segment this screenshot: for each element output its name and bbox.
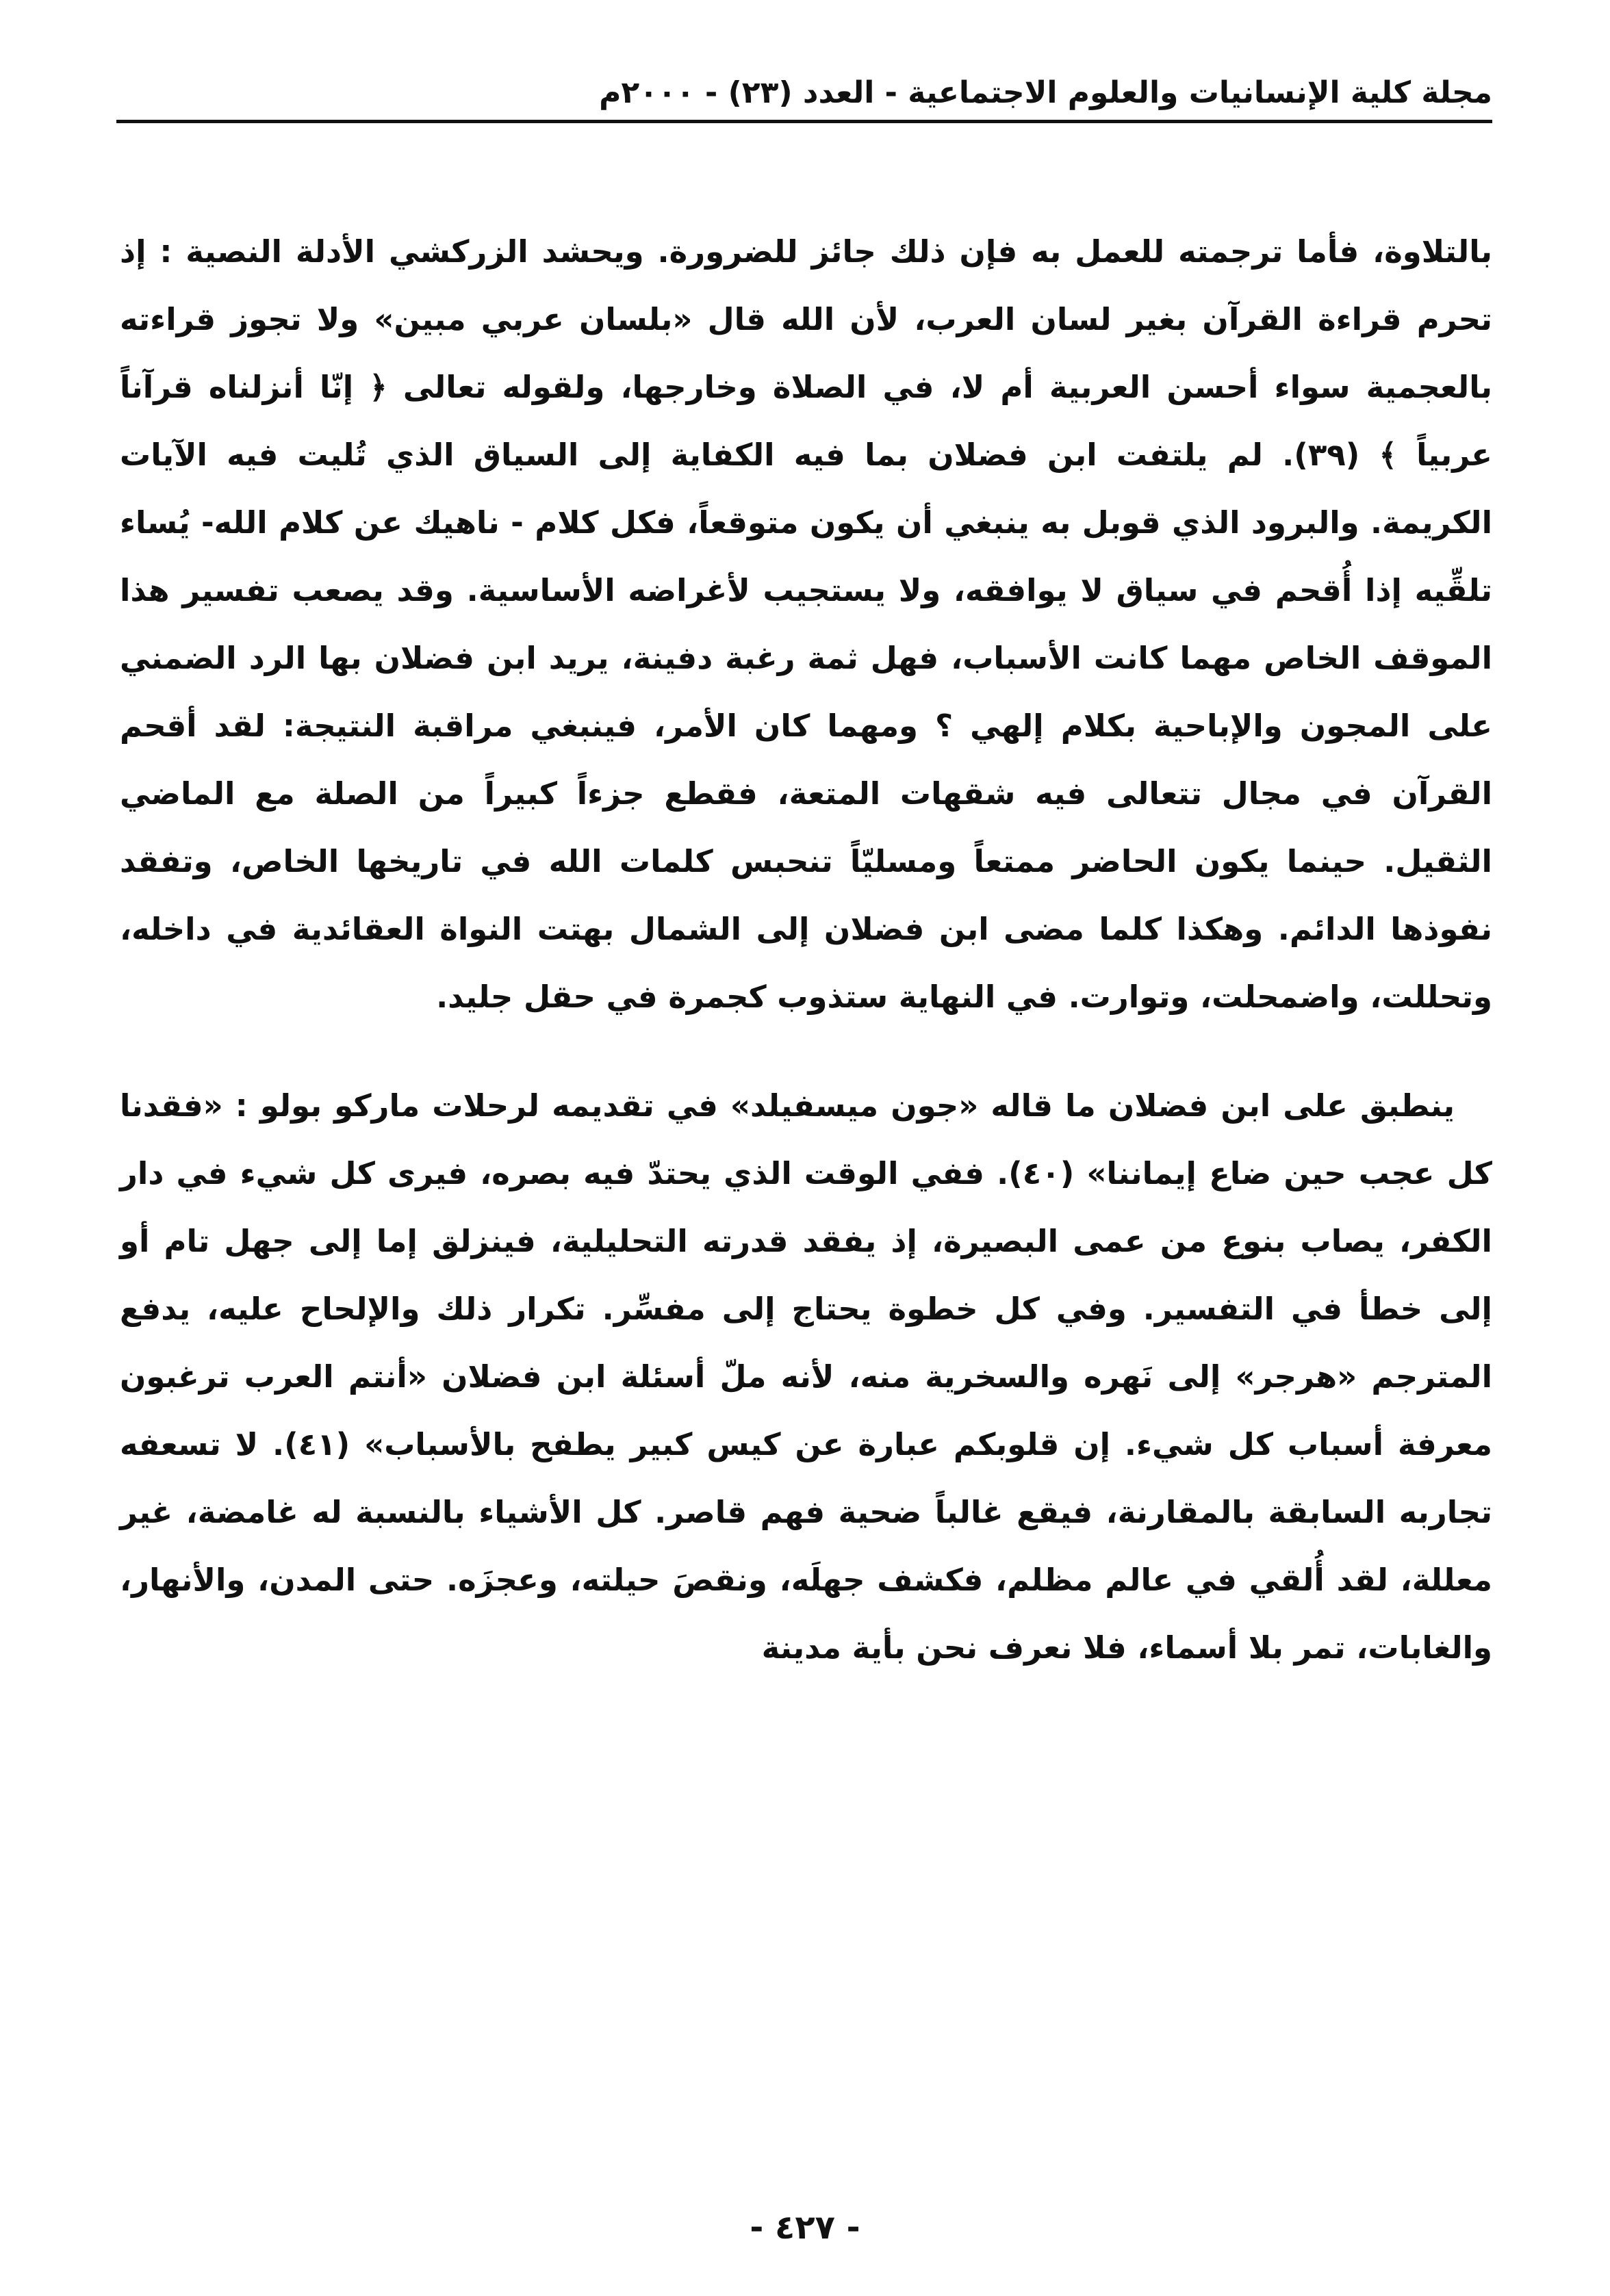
paragraph-2: ينطبق على ابن فضلان ما قاله «جون ميسفيلد» في تقديمه لرحلات ماركو بولو : «فقدنا كل عجب حين ضاع إيماننا» (٤٠). ففي الوقت الذي يحتدّ فيه بصره، فيرى كل شيء في دار الكفر، يصاب بنوع من عمى البصيرة، إذ يفقد قدرته التحليلية، فينزلق إما إلى جهل تام أو إلى خطأ في التفسير. وفي كل خطوة يحتاج إلى مفسِّر. تكرار ذلك والإلحاح عليه، يدفع المترجم «هرجر» إلى نَهره والسخرية منه، لأنه ملّ أسئلة ابن فضلان «أنتم العرب ترغبون معرفة أسباب كل شيء. إن قلوبكم عبارة عن كيس كبير يطفح بالأسباب» (٤١). لا تسعفه تجاربه السابقة بالمقارنة، فيقع غالباً ضحية فهم قاصر. كل الأشياء بالنسبة له غامضة، غير معللة، لقد أُلقي في عالم مظلم، فكشف جهلَه، ونقصَ حيلته، وعجزَه. حتى المدن، والأنهار، والغابات، تمر بلا أسماء، فلا نعرف نحن بأية مدينة	[120, 1087, 1492, 1666]
page-number: - ٤٢٧ -	[750, 2208, 860, 2247]
journal-title: مجلة كلية الإنسانيات والعلوم الاجتماعية - العدد (٢٣) - ٢٠٠٠م	[599, 75, 1492, 110]
paragraph-1: بالتلاوة، فأما ترجمته للعمل به فإن ذلك جائز للضرورة. ويحشد الزركشي الأدلة النصية : إذ تحرم قراءة القرآن بغير لسان العرب، لأن الله قال «بلسان عربي مبين» ولا تجوز قراءته بالعجمية سواء أحسن العربية أم لا، في الصلاة وخارجها، ولقوله تعالى ﴿ إنّا أنزلناه قرآناً عربياً ﴾ (٣٩). لم يلتفت ابن فضلان بما فيه الكفاية إلى السياق الذي تُليت فيه الآيات الكريمة. والبرود الذي قوبل به ينبغي أن يكون متوقعاً، فكل كلام - ناهيك عن كلام الله- يُساء تلقِّيه إذا أُقحم في سياق لا يوافقه، ولا يستجيب لأغراضه الأساسية. وقد يصعب تفسير هذا الموقف الخاص مهما كانت الأسباب، فهل ثمة رغبة دفينة، يريد ابن فضلان بها الرد الضمني على المجون والإباحية بكلام إلهي ؟ ومهما كان الأمر، فينبغي مراقبة النتيجة: لقد أقحم القرآن في مجال تتعالى فيه شقهات المتعة، فقطع جزءاً كبيراً من الصلة مع الماضي الثقيل. حينما يكون الحاضر ممتعاً ومسليّاً تنحبس كلمات الله في تاريخها الخاص، وتفقد نفوذها الدائم. وهكذا كلما مضى ابن فضلان إلى الشمال بهتت النواة العقائدية في داخله، وتحللت، واضمحلت، وتوارت. في النهاية ستذوب كجمرة في حقل جليد.	[120, 233, 1492, 1015]
article-body	[120, 218, 1492, 1681]
journal-header	[116, 68, 1492, 123]
